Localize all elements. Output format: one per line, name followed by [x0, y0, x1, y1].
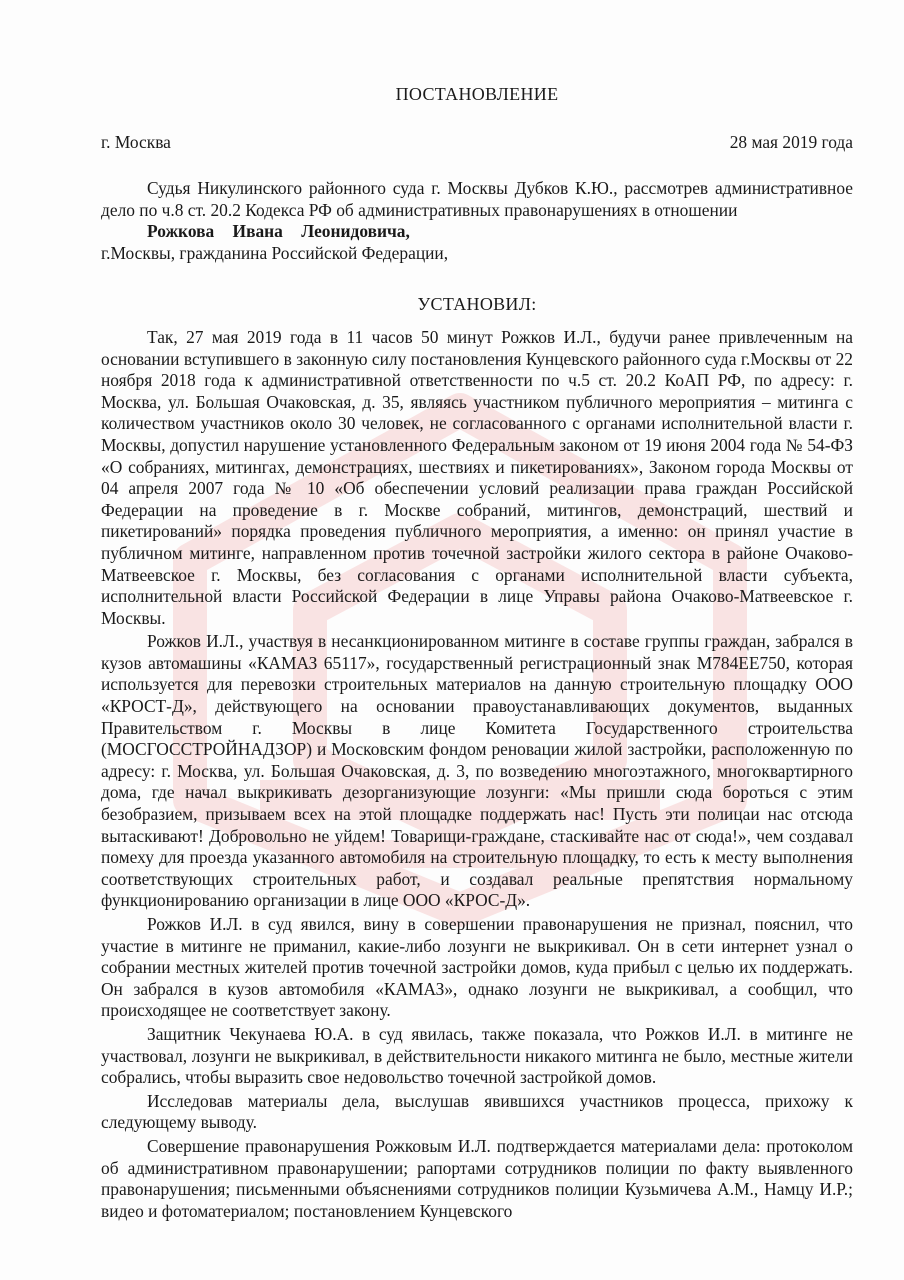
paragraph-3: Рожков И.Л. в суд явился, вину в совершении правонарушения не признал, пояснил, что участие в митинге не приманил, какие-либо лозунги не выкрикивал. Он в сети интернет узнал о собрании местных жителей против точечной застройки домов, куда прибыл с целью их поддержать. Он забрался в кузов автомобиля «КАМАЗ», однако лозунги не выкрикивал, а сообщил, что происходящее не соответствует закону.	[101, 914, 853, 1021]
paragraph-1: Так, 27 мая 2019 года в 11 часов 50 минут Рожков И.Л., будучи ранее привлеченным на основании вступившего в законную силу постановления Кунцевского районного суда г.Москвы от 22 ноября 2018 года к административной ответственности по ч.5 ст. 20.2 КоАП РФ, по адресу: г. Москва, ул. Большая Очаковская, д. 35, являясь участником публичного мероприятия – митинга с количеством участников около 30 человек, не согласованного с органами исполнительной власти г. Москвы, допустил нарушение установленного Федеральным законом от 19 июня 2004 года № 54-ФЗ «О собраниях, митингах, демонстрациях, шествиях и пикетированиях», Законом города Москвы от 04 апреля 2007 года № 10 «Об обеспечении условий реализации права граждан Российской Федерации на проведение в г. Москве собраний, митингов, демонстраций, шествий и пикетирований» порядка проведения публичного мероприятия, а именно: он принял участие в публичном митинге, направленном против точечной застройки жилого сектора в районе Очаково-Матвеевское г. Москвы, без согласования с органами исполнительной власти субъекта, исполнительной власти Российской Федерации в лице Управы района Очаково-Матвеевское г. Москвы.	[101, 326, 853, 628]
document-date: 28 мая 2019 года	[729, 132, 853, 152]
document-city: г. Москва	[101, 132, 171, 152]
document-body	[101, 76, 853, 1223]
paragraph-5: Исследовав материалы дела, выслушав явившихся участников процесса, прихожу к следующему выводу.	[101, 1090, 853, 1133]
defendant-info: г.Москвы, гражданина Российской Федерации,	[101, 242, 449, 263]
document-header	[101, 132, 853, 154]
document-title: ПОСТАНОВЛЕНИЕ	[395, 84, 559, 104]
defendant-name: Рожкова Ивана Леонидовича,	[147, 221, 410, 242]
section-heading: УСТАНОВИЛ:	[417, 294, 537, 315]
paragraph-4: Защитник Чекунаева Ю.А. в суд явилась, также показала, что Рожков И.Л. в митинге не участвовал, лозунги не выкрикивал, в действительности никакого митинга не было, местные жители собрались, чтобы выразить свое недовольство точечной застройкой домов.	[101, 1023, 853, 1088]
paragraph-6: Совершение правонарушения Рожковым И.Л. подтверждается материалами дела: протоколом об административном правонарушении; рапортами сотрудников полиции по факту выявленного правонарушения; письменными объяснениями сотрудников полиции Кузьмичева А.М., Намцу И.Р.; видео и фотоматериалом; постановлением Кунцевского	[101, 1135, 853, 1221]
paragraph-2: Рожков И.Л., участвуя в несанкционированном митинге в составе группы граждан, забрался в кузов автомашины «КАМАЗ 65117», государственный регистрационный знак М784ЕЕ750, которая используется для перевозки строительных материалов на данную строительную площадку ООО «КРОСТ-Д», действующего на основании правоустанавливающих документов, выданных Правительством г. Москвы в лице Комитета Государственного строительства (МОСГОССТРОЙНАДЗОР) и Московским фондом реновации жилой застройки, расположенную по адресу: г. Москва, ул. Большая Очаковская, д. 3, по возведению многоэтажного, многоквартирного дома, где начал выкрикивать дезорганизующие лозунги: «Мы пришли сюда бороться с этим безобразием, призываем всех на этой площадке поддержать нас! Пусть эти полицаи нас отсюда вытаскивают! Добровольно не уйдем! Товарищи-граждане, стаскивайте нас от сюда!», чем создавал помеху для проезда указанного автомобиля на строительную площадку, то есть к месту выполнения соответствующих строительных работ, и создавал реальные препятствия нормальному функционированию организации в лице ООО «КРОС-Д».	[101, 631, 853, 911]
intro-paragraph: Судья Никулинского районного суда г. Москвы Дубков К.Ю., рассмотрев административное дело по ч.8 ст. 20.2 Кодекса РФ об административных правонарушениях в отношении	[101, 178, 853, 220]
